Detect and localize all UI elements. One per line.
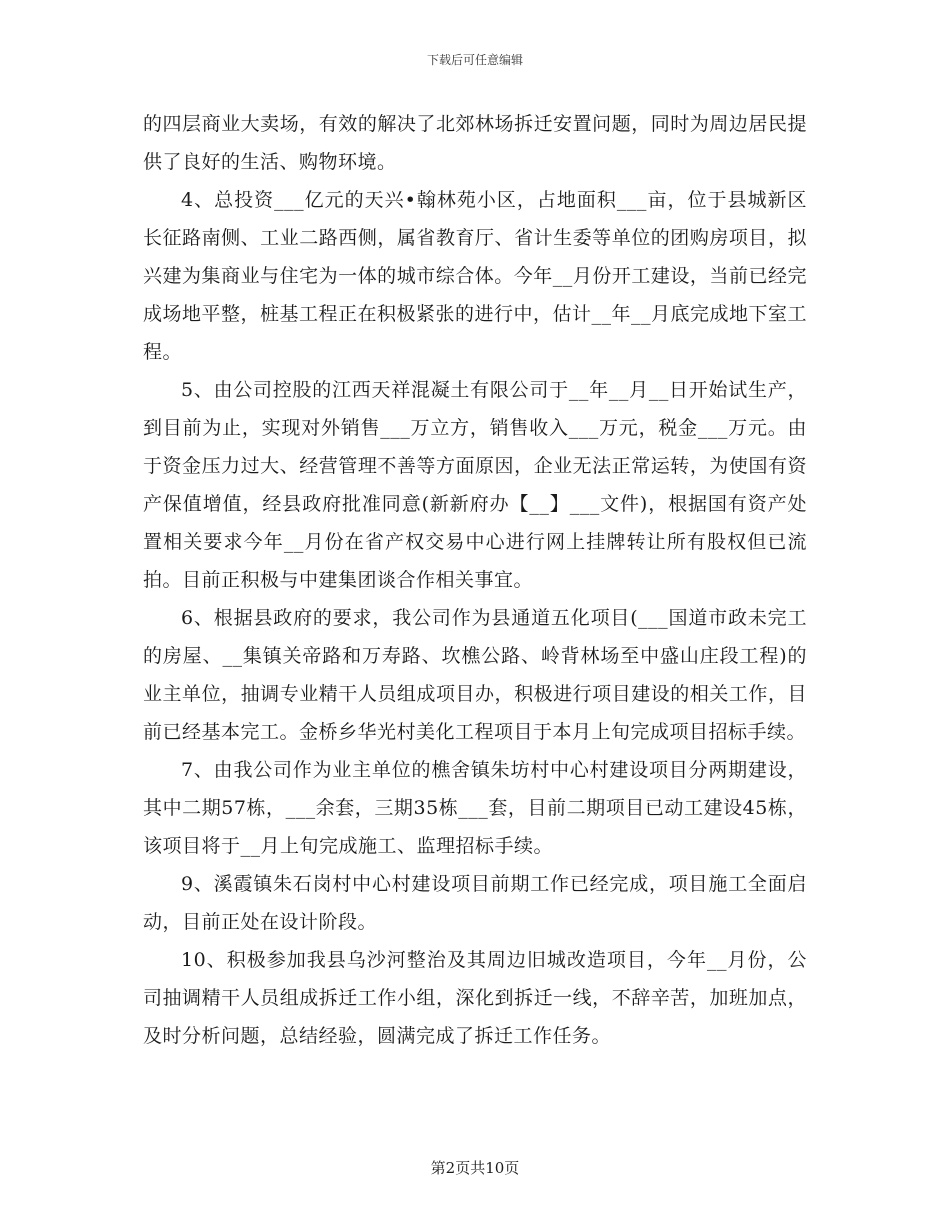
paragraph-item-9: 9、溪霞镇朱石岗村中心村建设项目前期工作已经完成，项目施工全面启动，目前正处在设计阶段。: [143, 873, 807, 933]
paragraph-item-4: 4、总投资___亿元的天兴•翰林苑小区，占地面积___亩，位于县城新区长征路南侧、工业二路西侧，属省教育厅、省计生委等单位的团购房项目，拟兴建为集商业与住宅为一体的城市综合体。今年__月份开工建设，当前已经完成场地平整，桩基工程正在积极紧张的进行中，估计__年__月底完成地下室工程。: [143, 189, 808, 363]
page-header-note: 下载后可任意编辑: [426, 53, 523, 67]
paragraph-continuation: 的四层商业大卖场，有效的解决了北郊林场拆迁安置问题，同时为周边居民提供了良好的生活、购物环境。: [143, 113, 807, 173]
paragraph-item-10: 10、积极参加我县乌沙河整治及其周边旧城改造项目，今年__月份，公司抽调精干人员组成拆迁工作小组，深化到拆迁一线，不辞辛苦，加班加点，及时分析问题，总结经验，圆满完成了拆迁工作任务。: [143, 949, 807, 1047]
page-number: 第2页共10页: [430, 1159, 520, 1177]
paragraph-item-5: 5、由公司控股的江西天祥混凝土有限公司于__年__月__日开始试生产，到目前为止，实现对外销售___万立方，销售收入___万元，税金___万元。由于资金压力过大、经营管理不善等方面原因，企业无法正常运转，为使国有资产保值增值，经县政府批准同意(新新府办【__】___文件)，根据国有资产处置相关要求今年__月份在省产权交易中心进行网上挂牌转让所有股权但已流拍。目前正积极与中建集团谈合作相关事宜。: [143, 379, 807, 591]
paragraph-item-6: 6、根据县政府的要求，我公司作为县通道五化项目(___国道市政未完工的房屋、__集镇关帝路和万寿路、坎樵公路、岭背林场至中盛山庄段工程)的业主单位，抽调专业精干人员组成项目办，积极进行项目建设的相关工作，目前已经基本完工。金桥乡华光村美化工程项目于本月上旬完成项目招标手续。: [143, 607, 807, 743]
paragraph-item-7: 7、由我公司作为业主单位的樵舍镇朱坊村中心村建设项目分两期建设，其中二期57栋，___余套，三期35栋___套，目前二期项目已动工建设45栋，该项目将于__月上旬完成施工、监理招标手续。: [143, 759, 807, 857]
document-body: [143, 105, 807, 1055]
